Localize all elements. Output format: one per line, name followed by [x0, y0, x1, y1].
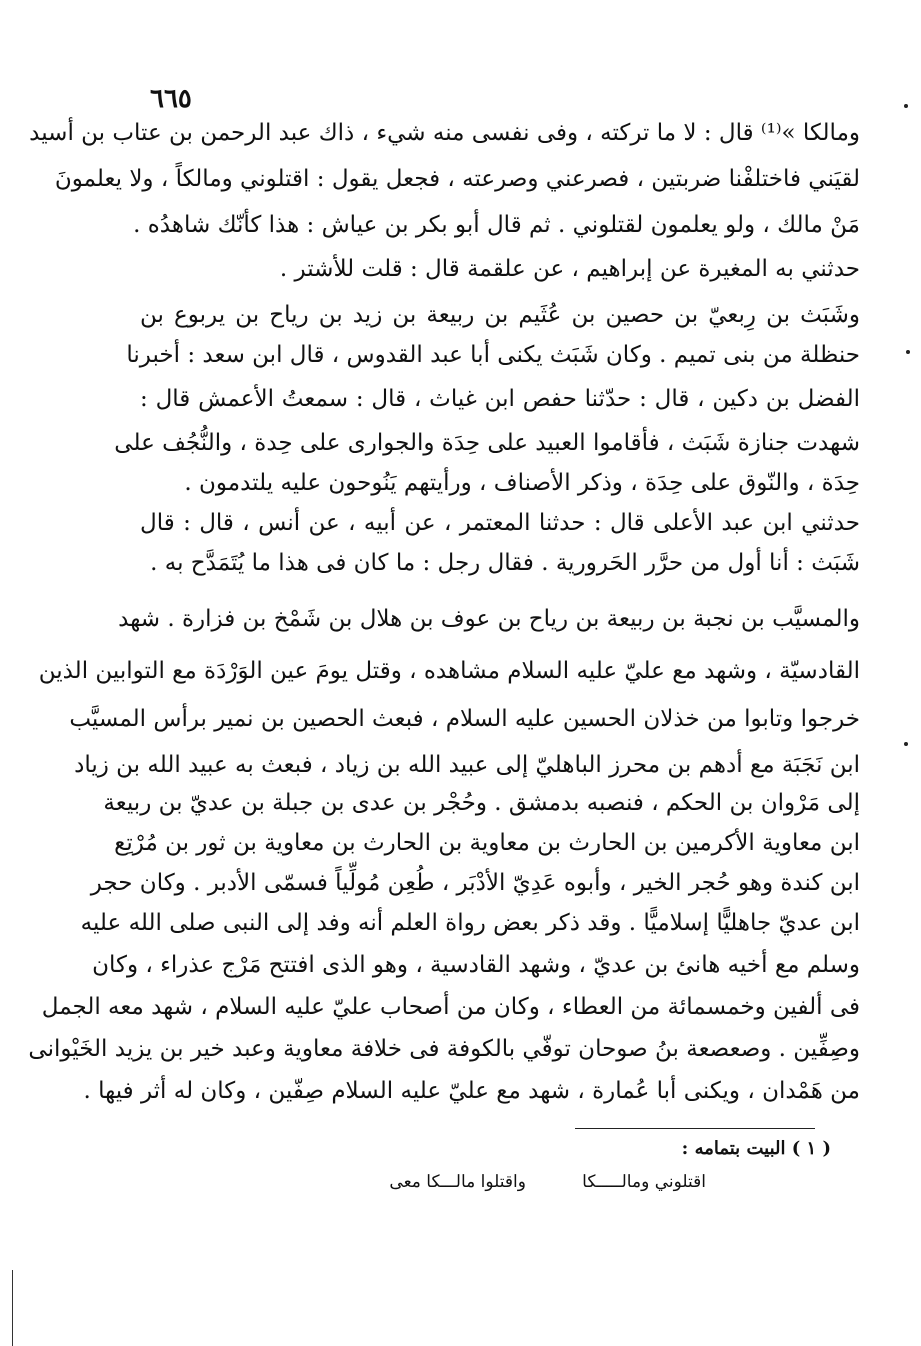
- footnote-label: ( ١ ) البيت بتمامه :: [681, 1138, 831, 1159]
- footnote-verse-hemistich-2: واقتلوا مالـــكا معى: [389, 1172, 526, 1192]
- body-line: ابن نَجَبَة مع أدهم بن محرز الباهليّ إلى عبيد الله بن زياد ، فبعث به عبيد الله بن زياد: [74, 752, 860, 778]
- footnote-rule: [575, 1128, 815, 1129]
- body-line: ومالكا »⁽¹⁾ قال : لا ما تركته ، وفى نفسى منه شيء ، ذاك عبد الرحمن بن عتاب بن أسيد: [29, 120, 860, 146]
- body-line: من هَمْدان ، ويكنى أبا عُمارة ، شهد مع عليّ عليه السلام صِفّين ، وكان له أثر فيها .: [83, 1078, 860, 1104]
- body-line: ابن كندة وهو حُجر الخير ، وأبوه عَدِيّ الأدْبَر ، طُعِن مُولِّياً فسمّى الأدبر . وكان حجر: [90, 870, 860, 896]
- body-line: القادسيّة ، وشهد مع عليّ عليه السلام مشاهده ، وقتل يومَ عين الوَرْدَة مع التوابين الذين: [38, 658, 860, 684]
- body-line: حدثني به المغيرة عن إبراهيم ، عن علقمة قال : قلت للأشتر .: [279, 256, 860, 282]
- body-line: مَنْ مالك ، ولو يعلمون لقتلوني . ثم قال أبو بكر بن عياش : هذا كأنّك شاهدُه .: [133, 212, 860, 238]
- body-line: إلى مَرْوان بن الحكم ، فنصبه بدمشق . وحُجْر بن عدى بن جبلة بن عديّ بن ربيعة: [103, 790, 860, 816]
- body-line: حدثني ابن عبد الأعلى قال : حدثنا المعتمر ، عن أبيه ، عن أنس ، قال : قال: [140, 510, 860, 536]
- body-line: حنظلة من بنى تميم . وكان شَبَث يكنى أبا عبد القدوس ، قال ابن سعد : أخبرنا: [126, 342, 860, 368]
- body-line: فى ألفين وخمسمائة من العطاء ، وكان من أصحاب عليّ عليه السلام ، شهد معه الجمل: [41, 994, 860, 1020]
- margin-dot: [904, 104, 908, 108]
- footnote-verse-hemistich-1: اقتلوني ومالـــــكا: [582, 1172, 706, 1192]
- margin-dot: [904, 742, 908, 746]
- body-line: شَبَث : أنا أول من حرَّر الحَرورية . فقال رجل : ما كان فى هذا ما يُتَمَدَّح به .: [150, 550, 860, 576]
- body-line: حِدَة ، والنّوق على حِدَة ، وذكر الأصناف ، ورأيتهم يَنُوحون عليه يلتدمون .: [184, 470, 860, 496]
- body-line: ابن عديّ جاهليًّا إسلاميًّا . وقد ذكر بعض رواة العلم أنه وفد إلى النبى صلى الله عليه: [80, 910, 860, 936]
- body-line: لقيَني فاختلفْنا ضربتين ، فصرعني وصرعته ، فجعل يقول : اقتلوني ومالكاً ، ولا يعلمونَ: [54, 166, 860, 192]
- body-line: وسلم مع أخيه هانئ بن عديّ ، وشهد القادسية ، وهو الذى افتتح مَرْج عذراء ، وكان: [92, 952, 860, 978]
- body-line: والمسيَّب بن نجبة بن ربيعة بن رياح بن عوف بن هلال بن شَمْخ بن فزارة . شهد: [118, 606, 860, 632]
- body-line: شهدت جنازة شَبَث ، فأقاموا العبيد على حِدَة والجوارى على حِدة ، والنُّجُف على: [114, 430, 860, 456]
- body-line: وصِفِّين . وصعصعة بنُ صوحان توفّي بالكوفة فى خلافة معاوية وعبد خير بن يزيد الخَيْوانى: [28, 1036, 860, 1062]
- body-line: وشَبَث بن رِبعيّ بن حصين بن عُثَيم بن ربيعة بن زيد بن رياح بن يربوع بن: [140, 302, 860, 328]
- body-line: الفضل بن دكين ، قال : حدّثنا حفص ابن غياث ، قال : سمعتُ الأعمش قال :: [140, 386, 860, 412]
- body-line: ابن معاوية الأكرمين بن الحارث بن معاوية بن الحارث بن معاوية بن ثور بن مُرْتِع: [114, 830, 860, 856]
- margin-dot: [906, 350, 910, 354]
- body-line: خرجوا وتابوا من خذلان الحسين عليه السلام ، فبعث الحصين بن نمير برأس المسيَّب: [69, 706, 860, 732]
- margin-line: [12, 1270, 13, 1346]
- page-number: ٦٦٥: [150, 84, 192, 114]
